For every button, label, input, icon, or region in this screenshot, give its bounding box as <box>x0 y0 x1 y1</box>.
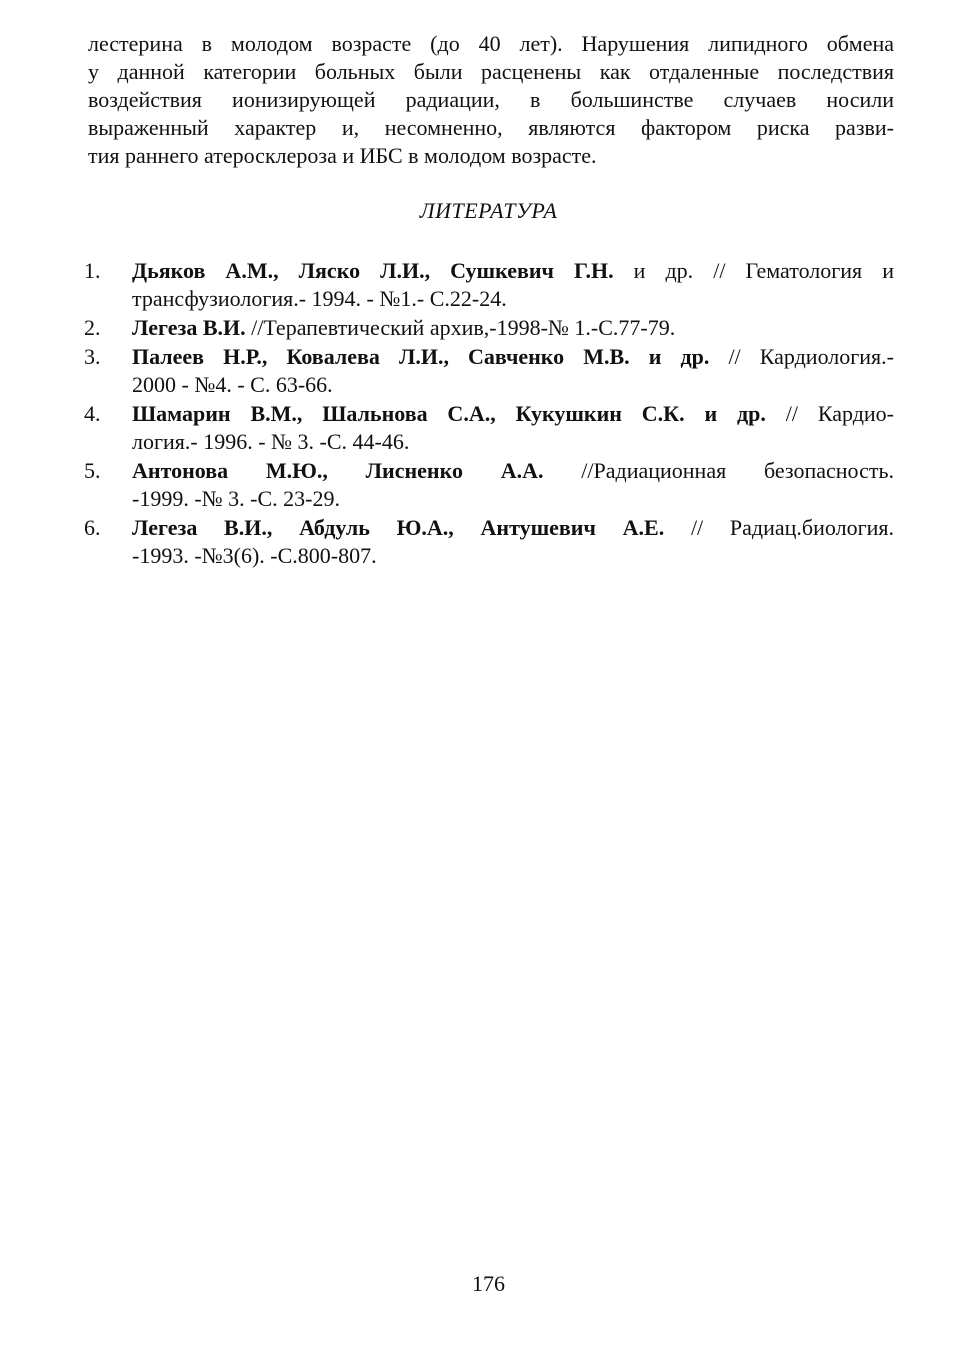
reference-line <box>132 400 894 428</box>
reference-item <box>80 257 894 313</box>
reference-source: // Кардиология.- <box>709 344 894 369</box>
reference-item <box>80 314 894 342</box>
reference-continuation: -1999. -№ 3. -С. 23-29. <box>132 486 340 511</box>
reference-number: 1. <box>84 258 101 283</box>
reference-continuation: 2000 - №4. - С. 63-66. <box>132 372 333 397</box>
reference-continuation: -1993. -№3(6). -С.800-807. <box>132 543 377 568</box>
paragraph-line: выраженный характер и, несомненно, являются фактором риска разви- <box>88 115 894 140</box>
reference-number: 2. <box>84 315 101 340</box>
reference-authors: Антонова М.Ю., Лисненко А.А. <box>132 458 544 483</box>
reference-source: и др. // Гематология и <box>613 258 894 283</box>
reference-authors: Легеза В.И., Абдуль Ю.А., Антушевич А.Е. <box>132 515 665 540</box>
reference-number: 6. <box>84 515 101 540</box>
reference-authors: Дьяков А.М., Ляско Л.И., Сушкевич Г.Н. <box>132 258 614 283</box>
reference-continuation: трансфузиология.- 1994. - №1.- С.22-24. <box>132 286 507 311</box>
page-number: 176 <box>472 1271 505 1296</box>
reference-continuation: логия.- 1996. - № 3. -С. 44-46. <box>132 429 410 454</box>
reference-number: 3. <box>84 344 101 369</box>
reference-authors: Легеза В.И. <box>132 315 246 340</box>
paragraph-line: лестерина в молодом возрасте (до 40 лет). Нарушения липидного обмена <box>88 31 894 56</box>
reference-line <box>132 343 894 371</box>
reference-line <box>132 514 894 542</box>
reference-source: // Кардио- <box>765 401 894 426</box>
reference-source: //Радиационная безопасность. <box>543 458 894 483</box>
paragraph-line: тия раннего атеросклероза и ИБС в молодом возрасте. <box>88 143 597 168</box>
paragraph-line: у данной категории больных были расценены как отдаленные последствия <box>88 59 894 84</box>
reference-item <box>80 343 894 399</box>
references-heading: ЛИТЕРАТУРА <box>419 198 558 223</box>
reference-item <box>80 400 894 456</box>
reference-item <box>80 457 894 513</box>
references-list <box>80 257 894 571</box>
reference-line <box>132 314 894 342</box>
reference-source: //Терапевтический архив,-1998-№ 1.-С.77-79. <box>245 315 676 340</box>
reference-item <box>80 514 894 570</box>
reference-authors: Шамарин В.М., Шальнова С.А., Кукушкин С.К. и др. <box>132 401 766 426</box>
reference-number: 4. <box>84 401 101 426</box>
reference-authors: Палеев Н.Р., Ковалева Л.И., Савченко М.В. и др. <box>132 344 710 369</box>
reference-number: 5. <box>84 458 101 483</box>
body-paragraph <box>88 30 894 170</box>
reference-line <box>132 257 894 285</box>
reference-source: // Радиац.биология. <box>664 515 894 540</box>
reference-line <box>132 457 894 485</box>
paragraph-line: воздействия ионизирующей радиации, в большинстве случаев носили <box>88 87 894 112</box>
